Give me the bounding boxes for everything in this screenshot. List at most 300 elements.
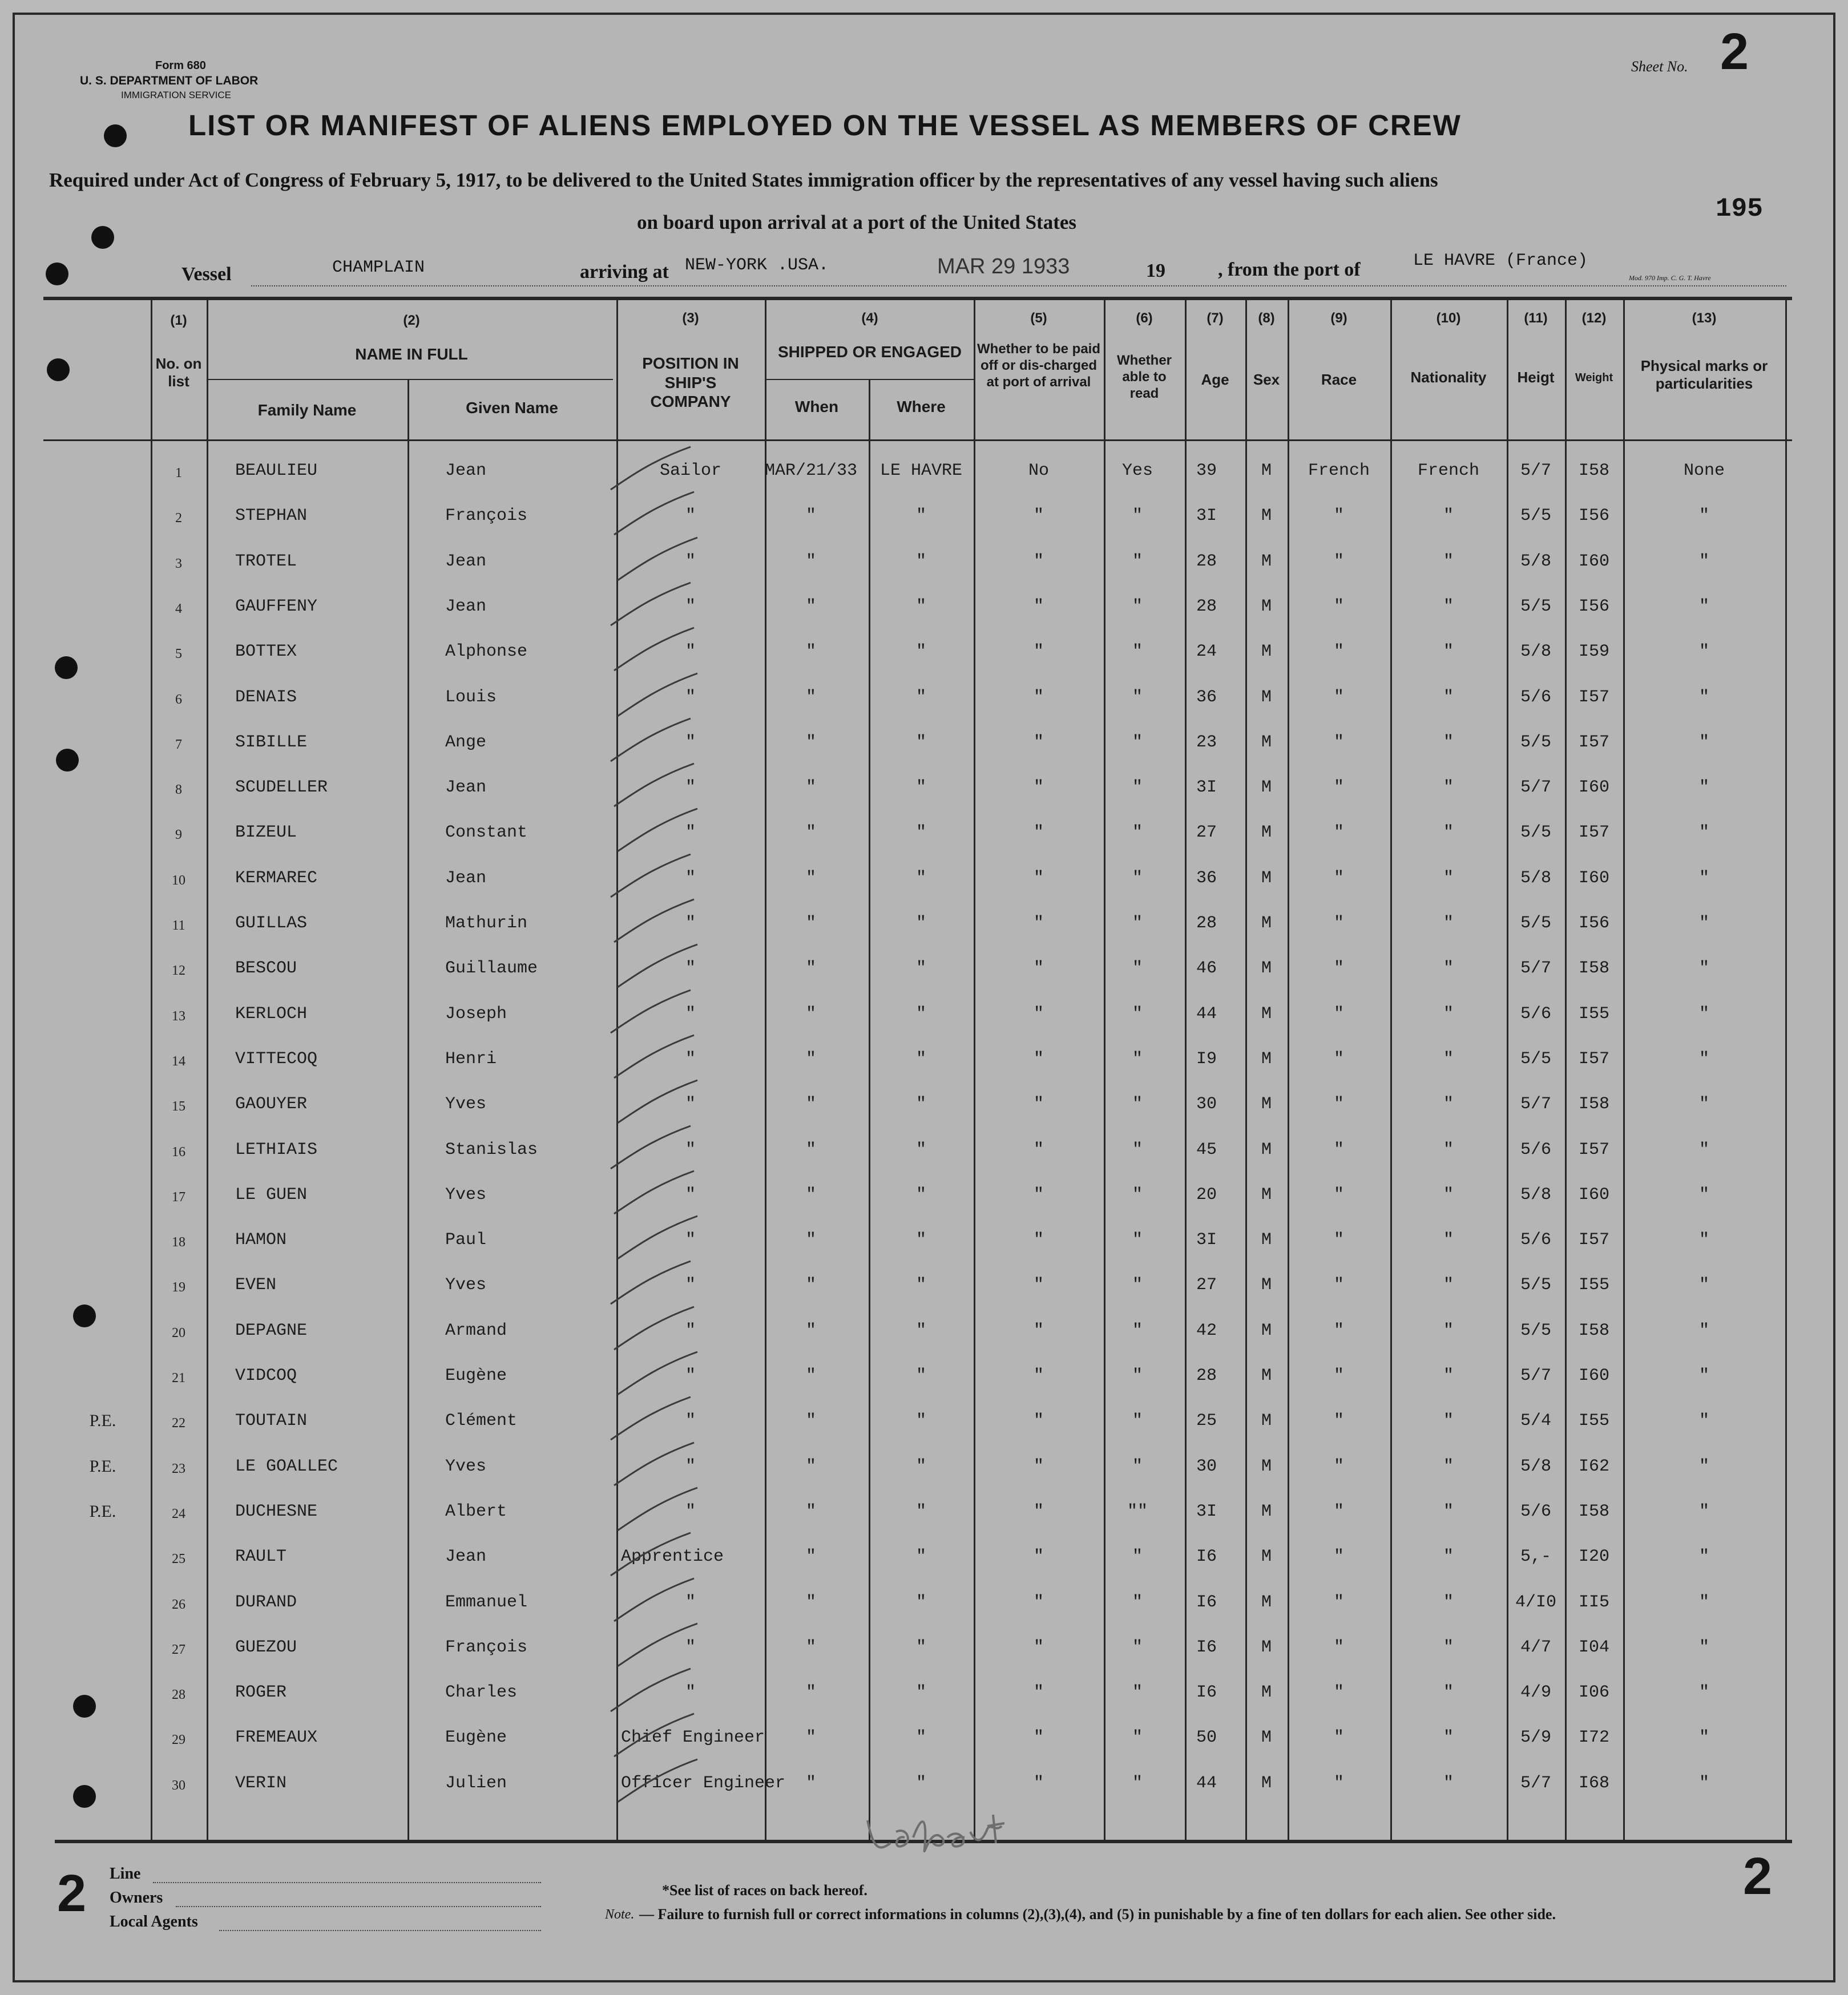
family-name: KERMAREC [235,868,318,888]
race: " [1333,1411,1344,1431]
paid-off: " [1033,596,1044,616]
given-name: Constant [445,823,528,843]
check-mark [612,1349,703,1400]
position: " [685,1275,696,1295]
height: 5/5 [1520,914,1551,933]
sex: M [1261,1366,1272,1386]
weight: I55 [1578,1004,1609,1024]
physical-marks: " [1698,732,1709,752]
position: " [685,596,696,616]
race: " [1333,1095,1344,1114]
check-mark [612,1213,703,1265]
check-mark [605,1258,696,1310]
shipped-where: " [915,1637,926,1657]
physical-marks: " [1698,1366,1709,1386]
shipped-when: " [805,506,816,526]
weight: I60 [1578,778,1609,798]
row-number: 10 [172,873,185,888]
weight: I68 [1578,1773,1609,1793]
sex: M [1261,642,1272,662]
col4-header: SHIPPED OR ENGAGED [777,343,962,361]
nationality: " [1443,823,1454,843]
position: Chief Engineer [621,1728,765,1748]
sex: M [1261,551,1272,571]
row-number: 6 [175,692,182,707]
position: " [685,823,696,843]
paid-off: " [1033,687,1044,707]
sex: M [1261,1049,1272,1069]
weight: I58 [1578,1501,1609,1521]
physical-marks: " [1698,1275,1709,1295]
family-name: DUCHESNE [235,1501,318,1521]
subtitle-line-1: Required under Act of Congress of February 5, 1917, to be delivered to the United States immigration officer by the representatives of any vessel having such aliens [49,169,1438,191]
shipped-when: " [805,1140,816,1160]
nationality: " [1443,1547,1454,1567]
height: 5/6 [1520,1230,1551,1250]
check-mark [612,1756,703,1808]
able-to-read: " [1132,1140,1143,1160]
physical-marks: " [1698,868,1709,888]
age: 45 [1196,1140,1217,1160]
shipped-where: " [915,1185,926,1205]
nationality: " [1443,1275,1454,1295]
family-name: SIBILLE [235,732,308,752]
punch-hole [73,1695,96,1718]
row-number: 17 [172,1189,185,1205]
col2-family-header: Family Name [257,401,357,419]
table-top-rule [43,297,1792,300]
weight: I62 [1578,1456,1609,1476]
col2-number: (2) [403,313,420,328]
row-number: 27 [172,1642,185,1657]
race: " [1333,868,1344,888]
race: " [1333,823,1344,843]
col2-header: NAME IN FULL [355,345,468,363]
punch-hole [46,262,68,285]
height: 5/7 [1520,1095,1551,1114]
check-mark [605,444,696,495]
age: 28 [1196,914,1217,933]
footer-note: — Failure to furnish full or correct informations in columns (2),(3),(4), and (5) in punishable by a fine of ten dollars for each alien. See other side. [639,1906,1556,1923]
paid-off: " [1033,1275,1044,1295]
shipped-when: " [805,687,816,707]
family-name: TOUTAIN [235,1411,308,1431]
agents-field [219,1930,541,1931]
race: " [1333,1320,1344,1340]
sex: M [1261,1456,1272,1476]
height: 5/6 [1520,687,1551,707]
physical-marks: " [1698,1049,1709,1069]
physical-marks: " [1698,1773,1709,1793]
footer-note-label: Note. [605,1907,635,1922]
weight: I56 [1578,506,1609,526]
shipped-where: " [915,1230,926,1250]
race: " [1333,1592,1344,1612]
able-to-read: Yes [1121,461,1153,480]
given-name: Stanislas [445,1140,538,1160]
race: " [1333,732,1344,752]
race: " [1333,1547,1344,1567]
family-name: STEPHAN [235,506,308,526]
able-to-read: " [1132,1320,1143,1340]
family-name: BESCOU [235,959,297,979]
check-mark [605,580,696,631]
col-border [207,300,208,1841]
weight: I57 [1578,732,1609,752]
given-name: Paul [445,1230,487,1250]
able-to-read: " [1132,778,1143,798]
weight: I55 [1578,1275,1609,1295]
check-mark [608,1576,700,1627]
shipped-when: " [805,1773,816,1793]
nationality: " [1443,778,1454,798]
from-port-label: , from the port of [1218,259,1361,280]
manifest-number: 195 [1716,194,1763,224]
physical-marks: " [1698,506,1709,526]
col5-number: (5) [1030,310,1047,326]
row-number: 22 [172,1416,185,1431]
arriving-port: NEW-YORK .USA. [685,256,829,275]
nationality: " [1443,1140,1454,1160]
able-to-read: " [1132,959,1143,979]
col3-number: (3) [682,310,699,326]
physical-marks: " [1698,1547,1709,1567]
age: I6 [1196,1547,1217,1567]
race: " [1333,687,1344,707]
position: " [685,778,696,798]
table-header-rule [43,439,1792,441]
weight: I57 [1578,1230,1609,1250]
nationality: " [1443,868,1454,888]
col4-when-header: When [794,398,839,415]
paid-off: " [1033,1049,1044,1069]
family-name: HAMON [235,1230,287,1250]
family-name: LETHIAIS [235,1140,318,1160]
check-mark [608,1304,700,1355]
family-name: VERIN [235,1773,287,1793]
height: 5/7 [1520,778,1551,798]
col-border [1785,300,1787,1841]
page-title: LIST OR MANIFEST OF ALIENS EMPLOYED ON THE VESSEL AS MEMBERS OF CREW [188,109,1462,142]
weight: II5 [1578,1592,1609,1612]
position: " [685,1637,696,1657]
height: 5/5 [1520,1049,1551,1069]
paid-off: " [1033,1683,1044,1703]
family-name: GAUFFENY [235,596,318,616]
officer-signature [856,1798,1039,1860]
col12-number: (12) [1581,310,1607,326]
race: " [1333,1773,1344,1793]
family-name: DENAIS [235,687,297,707]
shipped-where: " [915,1501,926,1521]
paid-off: " [1033,1320,1044,1340]
arriving-label: arriving at [580,261,669,282]
shipped-when: " [805,1728,816,1748]
shipped-where: " [915,732,926,752]
race: " [1333,959,1344,979]
position: " [685,1095,696,1114]
row-number: 3 [175,556,182,571]
position: " [685,642,696,662]
weight: I56 [1578,914,1609,933]
col13-number: (13) [1692,310,1717,326]
height: 5/5 [1520,1320,1551,1340]
paid-off: " [1033,1140,1044,1160]
service-name: IMMIGRATION SERVICE [121,90,232,100]
paid-off: " [1033,1004,1044,1024]
nationality: " [1443,687,1454,707]
age: 27 [1196,823,1217,843]
height: 4/7 [1520,1637,1551,1657]
family-name: BEAULIEU [235,461,318,480]
age: 30 [1196,1456,1217,1476]
family-name: BOTTEX [235,642,297,662]
form-number: Form 680 [155,59,206,72]
position: Officer Engineer [621,1773,786,1793]
shipped-when: " [805,732,816,752]
physical-marks: " [1698,1140,1709,1160]
check-mark [612,535,703,586]
height: 5/8 [1520,1456,1551,1476]
row-number: 23 [172,1461,185,1476]
height: 5/7 [1520,461,1551,480]
row-number: 14 [172,1053,185,1069]
weight: I58 [1578,959,1609,979]
position: " [685,1004,696,1024]
shipped-when: " [805,1456,816,1476]
weight: I57 [1578,1049,1609,1069]
paid-off: " [1033,1185,1044,1205]
weight: I04 [1578,1637,1609,1657]
physical-marks: " [1698,1683,1709,1703]
physical-marks: " [1698,1004,1709,1024]
shipped-when: " [805,1320,816,1340]
able-to-read: " [1132,1004,1143,1024]
col9-number: (9) [1330,310,1347,326]
shipped-where: " [915,1683,926,1703]
weight: I60 [1578,1185,1609,1205]
age: 28 [1196,551,1217,571]
agents-label: Local Agents [110,1913,198,1931]
check-mark [612,1077,703,1129]
paid-off: " [1033,778,1044,798]
height: 5/8 [1520,1185,1551,1205]
shipped-when: " [805,1095,816,1114]
subtitle-line-2: on board upon arrival at a port of the United States [637,211,1077,233]
col9-header: Race [1321,371,1357,388]
col-border [407,379,409,1841]
check-mark [612,671,703,722]
punch-hole [73,1785,96,1808]
nationality: " [1443,732,1454,752]
paid-off: " [1033,506,1044,526]
race: " [1333,914,1344,933]
given-name: Jean [445,778,487,798]
vessel-label: Vessel [181,264,232,285]
physical-marks: " [1698,1095,1709,1114]
nationality: " [1443,1411,1454,1431]
family-name: ROGER [235,1683,287,1703]
able-to-read: " [1132,823,1143,843]
check-mark [605,1394,696,1445]
paid-off: " [1033,1773,1044,1793]
punch-hole [104,124,127,147]
weight: I58 [1578,1095,1609,1114]
shipped-when: " [805,1637,816,1657]
age: 36 [1196,687,1217,707]
position: " [685,868,696,888]
weight: I06 [1578,1683,1609,1703]
height: 5/6 [1520,1004,1551,1024]
weight: I57 [1578,1140,1609,1160]
sex: M [1261,959,1272,979]
weight: I20 [1578,1547,1609,1567]
row-number: 9 [175,827,182,843]
position: " [685,959,696,979]
position: " [685,732,696,752]
owners-label: Owners [110,1889,163,1907]
nationality: " [1443,642,1454,662]
check-mark [608,1711,700,1762]
paid-off: " [1033,959,1044,979]
family-name: SCUDELLER [235,778,328,798]
punch-hole [56,749,79,772]
able-to-read: " [1132,1185,1143,1205]
punch-hole [91,226,114,249]
race: " [1333,1683,1344,1703]
physical-marks: " [1698,959,1709,979]
shipped-when: " [805,868,816,888]
weight: I55 [1578,1411,1609,1431]
shipped-when: " [805,1683,816,1703]
col1-number: (1) [170,313,187,328]
margin-note: P.E. [89,1456,116,1476]
shipped-where: " [915,506,926,526]
nationality: " [1443,1637,1454,1657]
family-name: VITTECOQ [235,1049,318,1069]
weight: I59 [1578,642,1609,662]
able-to-read: " [1132,687,1143,707]
row-number: 12 [172,963,185,979]
line-label: Line [110,1865,141,1883]
punch-hole [73,1305,96,1327]
sex: M [1261,868,1272,888]
race: " [1333,1230,1344,1250]
paid-off: " [1033,914,1044,933]
sex: M [1261,1275,1272,1295]
col3-header: POSITION IN SHIP'S COMPANY [642,354,739,411]
paid-off: " [1033,1501,1044,1521]
able-to-read: " [1132,732,1143,752]
paid-off: " [1033,1592,1044,1612]
physical-marks: " [1698,1185,1709,1205]
given-name: Albert [445,1501,507,1521]
shipped-where: " [915,551,926,571]
given-name: Yves [445,1456,487,1476]
department-name: U. S. DEPARTMENT OF LABOR [80,74,259,87]
physical-marks: " [1698,1728,1709,1748]
check-mark [608,761,700,812]
height: 5/5 [1520,823,1551,843]
paid-off: " [1033,1230,1044,1250]
nationality: " [1443,551,1454,571]
weight: I60 [1578,1366,1609,1386]
col7-header: Age [1201,371,1229,388]
sex: M [1261,823,1272,843]
age: I9 [1196,1049,1217,1069]
check-mark [612,1485,703,1536]
able-to-read: " [1132,1773,1143,1793]
given-name: Charles [445,1683,518,1703]
given-name: Armand [445,1320,507,1340]
shipped-where: " [915,1095,926,1114]
nationality: " [1443,506,1454,526]
shipped-where: " [915,1773,926,1793]
weight: I57 [1578,823,1609,843]
race: " [1333,1728,1344,1748]
family-name: LE GUEN [235,1185,308,1205]
shipped-where: " [915,1275,926,1295]
physical-marks: " [1698,823,1709,843]
margin-note: P.E. [89,1501,116,1521]
check-mark [605,851,696,903]
shipped-when: MAR/21/33 [764,461,858,480]
age: I6 [1196,1637,1217,1657]
col11-number: (11) [1524,310,1548,326]
height: 5/5 [1520,506,1551,526]
family-name: DURAND [235,1592,297,1612]
col10-number: (10) [1436,310,1461,326]
race: " [1333,1049,1344,1069]
check-mark [605,987,696,1039]
shipped-where: " [915,1320,926,1340]
sex: M [1261,1501,1272,1521]
nationality: " [1443,1728,1454,1748]
physical-marks: " [1698,1230,1709,1250]
age: I6 [1196,1683,1217,1703]
shipped-where: " [915,1049,926,1069]
able-to-read: " [1132,551,1143,571]
nationality: " [1443,1049,1454,1069]
col4-number: (4) [861,310,878,326]
row-number: 4 [175,601,182,616]
row-number: 29 [172,1732,185,1748]
race: " [1333,1140,1344,1160]
nationality: " [1443,1320,1454,1340]
shipped-where: " [915,778,926,798]
sex: M [1261,1140,1272,1160]
able-to-read: " [1132,868,1143,888]
age: 27 [1196,1275,1217,1295]
row-number: 30 [172,1778,185,1793]
sex: M [1261,778,1272,798]
col11-header: Heigt [1517,369,1555,386]
signature-text [0,0,1,1]
family-name: LE GOALLEC [235,1456,338,1476]
shipped-when: " [805,1230,816,1250]
height: 5,- [1520,1547,1551,1567]
position: " [685,506,696,526]
shipped-where: " [915,868,926,888]
sex: M [1261,1004,1272,1024]
shipped-when: " [805,1592,816,1612]
shipped-where: " [915,1592,926,1612]
position: " [685,687,696,707]
able-to-read: " [1132,1095,1143,1114]
given-name: Jean [445,868,487,888]
height: 5/8 [1520,642,1551,662]
sex: M [1261,1320,1272,1340]
